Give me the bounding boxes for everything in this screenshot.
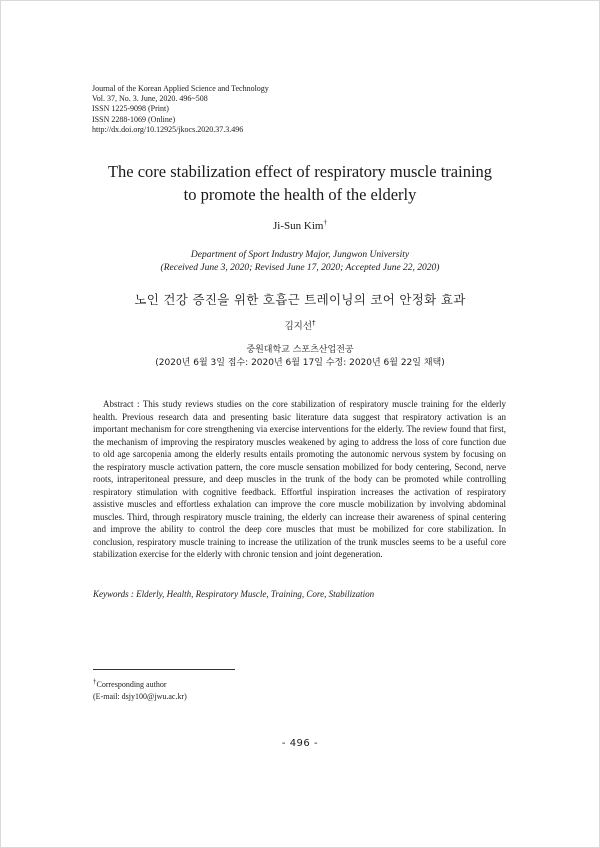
footnote-corresponding (93, 679, 187, 691)
author-ko (0, 318, 600, 332)
journal-name: Journal of the Korean Applied Science and Technology (92, 84, 269, 93)
abstract-text: This study reviews studies on the core stabilization of respiratory muscle training for the elderly health. Previous research data and presenting basic literature data suggest that respiratory activation is an important mechanism for core strengthening via exercise interventions for the elderly. The review found that first, the mechanism of improving the respiratory muscles weakened by aging to address the loss of core function due to old age sarcopenia among the elderly results entails promoting the autonomic nervous system by focusing on the respiratory muscle activation pattern, the core muscle sensation mobilized for body centering, Second, nerve roots, intraperitoneal pressure, and deep muscles in the trunk of the body can be promoted while controlling respiratory stimulation with cognitive feedback. Effortful inspiration increases the activation of respiratory assistive muscles and effortless exhalation can improve the core muscle mobilization by involving abdominal muscles. Third, through respiratory muscle training, the elderly can increase their awareness of spinal centering and improve the ability to control the deep core muscles that must be mobilized for core stabilization. In conclusion, respiratory muscle training to increase the utilization of the trunk muscles seems to be a useful core stabilization exercise for the elderly with chronic tension and joint degeneration. (93, 399, 506, 559)
footnote (93, 679, 187, 703)
affiliation-en-dates: (Received June 3, 2020; Revised June 17, 2020; Accepted June 22, 2020) (160, 262, 440, 273)
paper-title (0, 160, 600, 206)
author-ko-name: 김지선 (284, 321, 313, 332)
keywords: Keywords : Elderly, Health, Respiratory Muscle, Training, Core, Stabilization (93, 589, 375, 599)
issn-online: ISSN 2288-1069 (Online) (92, 114, 176, 124)
abstract (93, 398, 506, 561)
affiliation-en-department: Department of Sport Industry Major, Jungwon University (190, 250, 410, 260)
footnote-label: Corresponding author (96, 680, 167, 689)
footnote-email[interactable]: (E-mail: dsjy100@jwu.ac.kr) (93, 692, 187, 701)
paper-title-line-1: The core stabilization effect of respiratory muscle training (107, 162, 493, 181)
journal-info (92, 84, 269, 135)
corresponding-mark-ko: † (312, 318, 316, 327)
affiliation-ko (0, 344, 600, 370)
corresponding-mark: † (323, 218, 327, 227)
author-en-name: Ji-Sun Kim (273, 220, 324, 232)
affiliation-ko-department: 중원대학교 스포츠산업전공 (246, 345, 354, 355)
author-en (0, 220, 600, 232)
footnote-mark: † (93, 677, 97, 686)
issn-print: ISSN 1225-9098 (Print) (92, 104, 169, 114)
paper-title-ko: 노인 건강 증진을 위한 호흡근 트레이닝의 코어 안정화 효과 (134, 292, 466, 307)
abstract-label: Abstract (103, 399, 134, 409)
affiliation-ko-dates: (2020년 6월 3일 접수: 2020년 6월 17일 수정: 2020년 6월 22일 채택) (155, 358, 445, 368)
journal-volume: Vol. 37, No. 3. June, 2020. 496~508 (92, 94, 208, 104)
doi-link[interactable]: http://dx.doi.org/10.12925/jkocs.2020.37.3.496 (92, 124, 244, 134)
footnote-divider (93, 669, 235, 670)
affiliation-en (0, 249, 600, 274)
paper-title-line-2: to promote the health of the elderly (183, 185, 417, 204)
abstract-separator: : (133, 399, 143, 409)
page-number: - 496 - (281, 738, 319, 749)
